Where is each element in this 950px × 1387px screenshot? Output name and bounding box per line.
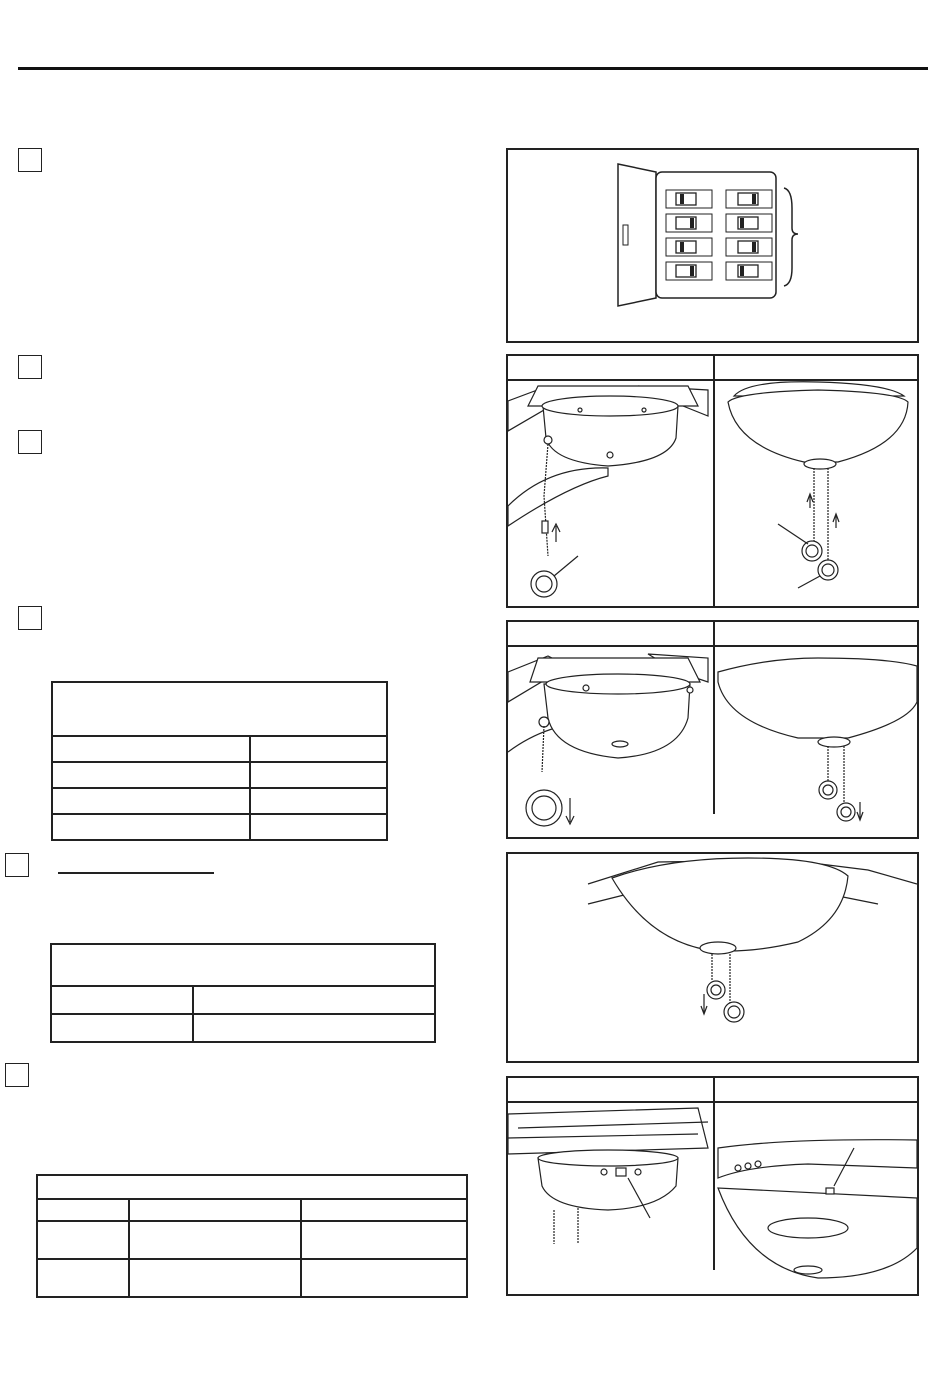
- table-cell: [129, 1259, 301, 1297]
- table-cell: [37, 1221, 129, 1259]
- reverse-switch-table: [36, 1174, 468, 1298]
- table-cell: [193, 986, 435, 1014]
- table-cell: [301, 1259, 467, 1297]
- pull-chain-attached-figure: [506, 620, 919, 839]
- fan-speed-table: [51, 681, 388, 841]
- table-cell: [193, 1014, 435, 1042]
- table-cell: [37, 1199, 129, 1221]
- reverse-table-header: [37, 1175, 467, 1199]
- breaker-panel-figure: [506, 148, 919, 343]
- reverse-switch: [616, 1168, 626, 1176]
- light-kit-bowl: [728, 382, 908, 588]
- table-cell: [250, 736, 387, 762]
- table-cell: [250, 814, 387, 840]
- fan-speed-table-header: [52, 682, 387, 736]
- table-cell: [129, 1221, 301, 1259]
- step-3-box: [18, 430, 42, 454]
- table-cell: [52, 736, 250, 762]
- table-cell: [301, 1221, 467, 1259]
- step-2-box: [18, 355, 42, 379]
- table-cell: [52, 788, 250, 814]
- fan-motor-housing: [508, 386, 708, 597]
- bracket-icon: [784, 188, 798, 286]
- step-5-heading-underline: [58, 872, 214, 874]
- light-table: [50, 943, 436, 1043]
- header-rule: [18, 67, 928, 70]
- pull-chain-figure: [506, 354, 919, 608]
- step-4-box: [18, 606, 42, 630]
- step-1-box: [18, 148, 42, 172]
- table-cell: [250, 762, 387, 788]
- light-pull-figure: [506, 852, 919, 1063]
- step-5-box: [5, 853, 29, 877]
- light-table-header: [51, 944, 435, 986]
- step-6-box: [5, 1063, 29, 1087]
- reverse-switch-figure: [506, 1076, 919, 1296]
- table-cell: [129, 1199, 301, 1221]
- table-cell: [52, 762, 250, 788]
- table-cell: [301, 1199, 467, 1221]
- table-cell: [250, 788, 387, 814]
- table-cell: [51, 1014, 193, 1042]
- breaker-box-illustration: [508, 150, 917, 341]
- table-cell: [52, 814, 250, 840]
- table-cell: [51, 986, 193, 1014]
- table-cell: [37, 1259, 129, 1297]
